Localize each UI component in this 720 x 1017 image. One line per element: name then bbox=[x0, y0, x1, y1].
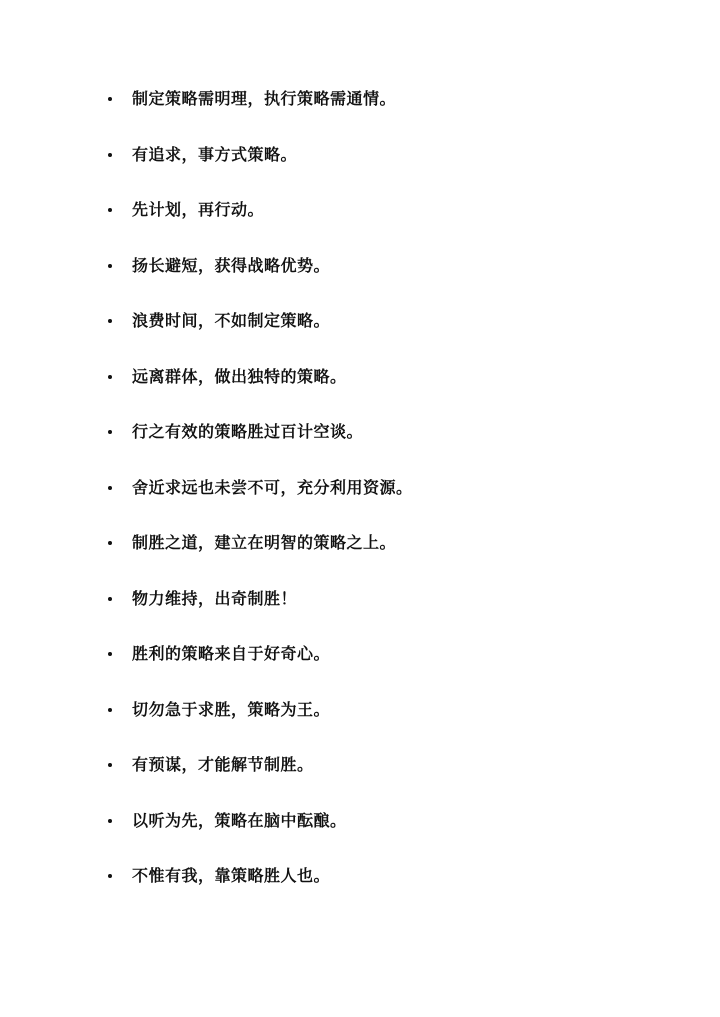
list-item-text: 远离群体，做出独特的策略。 bbox=[132, 366, 347, 386]
bullet-icon bbox=[108, 652, 112, 656]
list-item bbox=[108, 364, 668, 420]
list-item-text: 有追求，事方式策略。 bbox=[132, 144, 298, 164]
bullet-icon bbox=[108, 208, 112, 212]
list-item-text: 物力维持，出奇制胜！ bbox=[132, 588, 298, 608]
list-item-text: 不惟有我，靠策略胜人也。 bbox=[132, 866, 331, 885]
list-item bbox=[108, 308, 668, 364]
bullet-icon bbox=[108, 597, 112, 601]
list-item-text: 行之有效的策略胜过百计空谈。 bbox=[132, 422, 364, 441]
list-item-text: 有预谋，才能解节制胜。 bbox=[132, 755, 314, 774]
bullet-icon bbox=[108, 319, 112, 323]
list-item bbox=[108, 808, 668, 864]
list-item bbox=[108, 586, 668, 642]
bullet-icon bbox=[108, 375, 112, 379]
list-item-text: 舍近求远也未尝不可，充分利用资源。 bbox=[132, 477, 413, 497]
list-item-text: 切勿急于求胜，策略为王。 bbox=[132, 699, 331, 719]
bullet-icon bbox=[108, 874, 112, 878]
bullet-icon bbox=[108, 819, 112, 823]
list-item bbox=[108, 419, 668, 475]
list-item bbox=[108, 253, 668, 309]
list-item bbox=[108, 197, 668, 253]
list-item-text: 胜利的策略来自于好奇心。 bbox=[132, 644, 331, 663]
bullet-icon bbox=[108, 430, 112, 434]
list-item bbox=[108, 752, 668, 808]
list-item bbox=[108, 142, 668, 198]
list-item bbox=[108, 863, 668, 919]
list-item bbox=[108, 641, 668, 697]
bullet-icon bbox=[108, 153, 112, 157]
bullet-icon bbox=[108, 97, 112, 101]
list-item bbox=[108, 697, 668, 753]
bullet-icon bbox=[108, 708, 112, 712]
list-item bbox=[108, 530, 668, 586]
list-item-text: 制定策略需明理，执行策略需通情。 bbox=[132, 89, 397, 108]
list-item bbox=[108, 86, 668, 142]
list-item-text: 浪费时间，不如制定策略。 bbox=[132, 311, 331, 330]
bullet-icon bbox=[108, 541, 112, 545]
bullet-icon bbox=[108, 763, 112, 767]
bullet-icon bbox=[108, 486, 112, 490]
list-item-text: 先计划，再行动。 bbox=[132, 200, 265, 219]
list-item-text: 扬长避短，获得战略优势。 bbox=[132, 255, 331, 275]
list-item-text: 以听为先，策略在脑中酝酿。 bbox=[132, 810, 347, 830]
list-item-text: 制胜之道，建立在明智的策略之上。 bbox=[132, 533, 397, 552]
bullet-icon bbox=[108, 264, 112, 268]
bullet-list bbox=[108, 86, 668, 919]
list-item bbox=[108, 475, 668, 531]
